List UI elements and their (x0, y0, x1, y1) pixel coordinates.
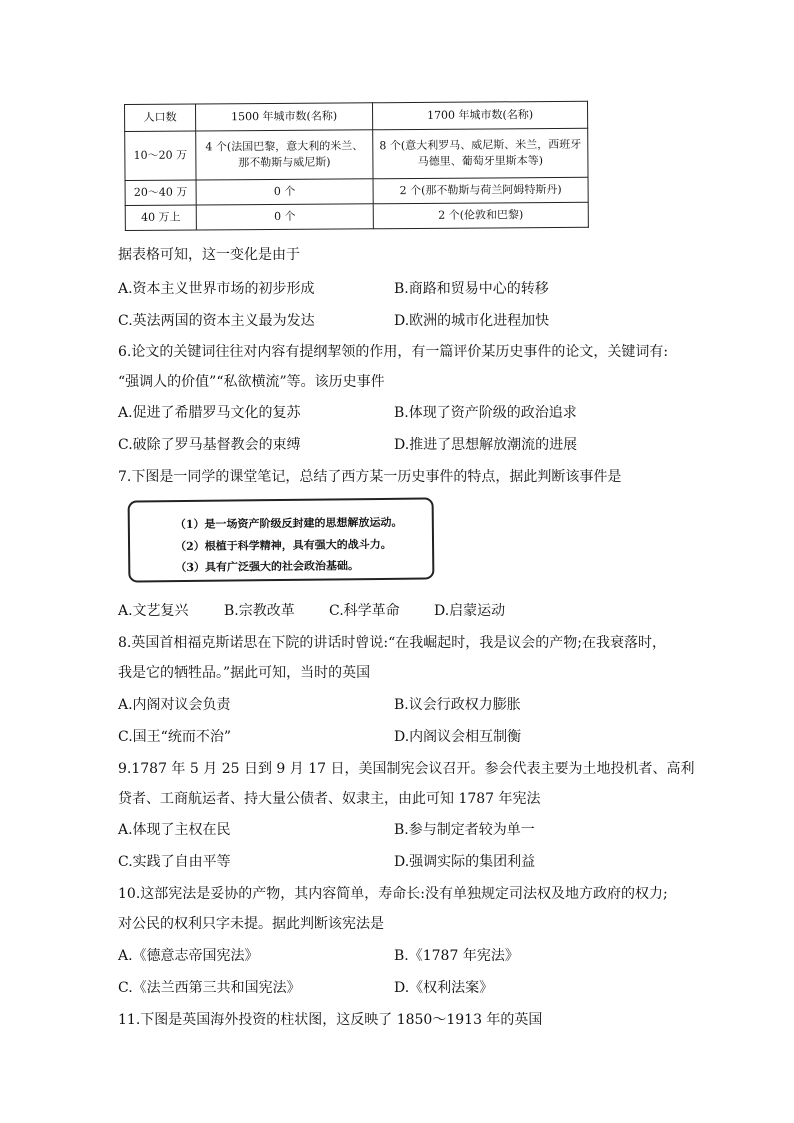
q6-stem-line1: 6.论文的关键词往往对内容有提纲挈领的作用，有一篇评价某历史事件的论文，关键词有: (118, 344, 669, 360)
q7-option-c[interactable]: C.科学革命 (329, 603, 400, 619)
q9-option-a[interactable]: A.体现了主权在民 (118, 822, 231, 838)
q5-option-d[interactable]: D.欧洲的城市化进程加快 (394, 313, 550, 329)
q10-stem-line1: 10.这部宪法是妥协的产物，其内容简单，寿命长:没有单独规定司法权及地方政府的权力; (118, 886, 668, 902)
q11-stem: 11.下图是英国海外投资的柱状图，这反映了 1850～1913 年的英国 (118, 1012, 543, 1028)
table-row (125, 202, 588, 230)
table-cell: 20～40 万 (125, 180, 196, 205)
note-line: （1）是一场资产阶级反封建的思想解放运动。 (174, 515, 403, 532)
city-table (124, 101, 589, 231)
q9-stem-line2: 贷者、工商航运者、持大量公债者、奴隶主，由此可知 1787 年宪法 (118, 791, 541, 807)
q7-option-a[interactable]: A.文艺复兴 (118, 603, 189, 619)
table-header-cell: 1500 年城市数(名称) (196, 103, 373, 131)
q10-option-a[interactable]: A.《德意志帝国宪法》 (118, 948, 259, 964)
table-cell: 8 个(意大利罗马、威尼斯、米兰，西班牙马德里、葡萄牙里斯本等) (373, 128, 588, 178)
table-cell: 2 个(伦敦和巴黎) (373, 202, 588, 229)
q8-option-b[interactable]: B.议会行政权力膨胀 (394, 697, 521, 713)
q6-option-c[interactable]: C.破除了罗马基督教会的束缚 (118, 437, 301, 453)
q5-stem: 据表格可知，这一变化是由于 (118, 247, 300, 263)
q5-option-c[interactable]: C.英法两国的资本主义最为发达 (118, 313, 315, 329)
note-line: （2）根植于科学精神，具有强大的战斗力。 (174, 537, 392, 554)
q6-stem-line2: “强调人的价值”“私欲横流”等。该历史事件 (118, 374, 385, 390)
table-cell: 0 个 (196, 179, 373, 205)
table-header-cell: 人口数 (125, 104, 196, 131)
q9-option-b[interactable]: B.参与制定者较为单一 (394, 822, 535, 838)
q10-option-d[interactable]: D.《权利法案》 (394, 980, 494, 996)
class-notes-box (128, 497, 435, 582)
table-cell: 40 万上 (125, 205, 196, 230)
q8-option-c[interactable]: C.国王“统而不治” (118, 729, 231, 745)
q5-option-a[interactable]: A.资本主义世界市场的初步形成 (118, 281, 315, 297)
q8-option-a[interactable]: A.内阁对议会负责 (118, 697, 231, 713)
q6-option-a[interactable]: A.促进了希腊罗马文化的复苏 (118, 405, 301, 421)
table-header-cell: 1700 年城市数(名称) (372, 101, 587, 130)
table-row (125, 177, 588, 205)
table-cell: 2 个(那不勒斯与荷兰阿姆特斯丹) (373, 177, 588, 204)
q10-option-c[interactable]: C.《法兰西第三共和国宪法》 (118, 980, 301, 996)
q6-option-b[interactable]: B.体现了资产阶级的政治追求 (394, 405, 577, 421)
q8-option-d[interactable]: D.内阁议会相互制衡 (394, 729, 522, 745)
table-header-row (125, 101, 588, 131)
table-cell: 10～20 万 (125, 131, 196, 180)
q6-option-d[interactable]: D.推进了思想解放潮流的进展 (394, 437, 578, 453)
q7-stem: 7.下图是一同学的课堂笔记，总结了西方某一历史事件的特点，据此判断该事件是 (118, 469, 622, 485)
q7-option-b[interactable]: B.宗教改革 (224, 603, 295, 619)
q7-option-d[interactable]: D.启蒙运动 (434, 603, 506, 619)
q10-stem-line2: 对公民的权利只字未提。据此判断该宪法是 (118, 916, 384, 932)
q10-option-b[interactable]: B.《1787 年宪法》 (394, 948, 519, 964)
q8-stem-line2: 我是它的牺牲品。”据此可知，当时的英国 (118, 665, 371, 681)
table-cell: 0 个 (196, 204, 373, 230)
table-row (125, 128, 588, 180)
q8-stem-line1: 8.英国首相福克斯诺思在下院的讲话时曾说:“在我崛起时，我是议会的产物;在我衰落时， (118, 635, 666, 651)
q5-option-b[interactable]: B.商路和贸易中心的转移 (394, 281, 549, 297)
q9-option-d[interactable]: D.强调实际的集团利益 (394, 854, 536, 870)
table-cell: 4 个(法国巴黎，意大利的米兰、那不勒斯与威尼斯) (196, 130, 373, 180)
q9-stem-line1: 9.1787 年 5 月 25 日到 9 月 17 日，美国制宪会议召开。参会代表主要为土地投机者、高利 (118, 761, 695, 777)
q9-option-c[interactable]: C.实践了自由平等 (118, 854, 231, 870)
note-line: （3）具有广泛强大的社会政治基础。 (175, 559, 359, 575)
